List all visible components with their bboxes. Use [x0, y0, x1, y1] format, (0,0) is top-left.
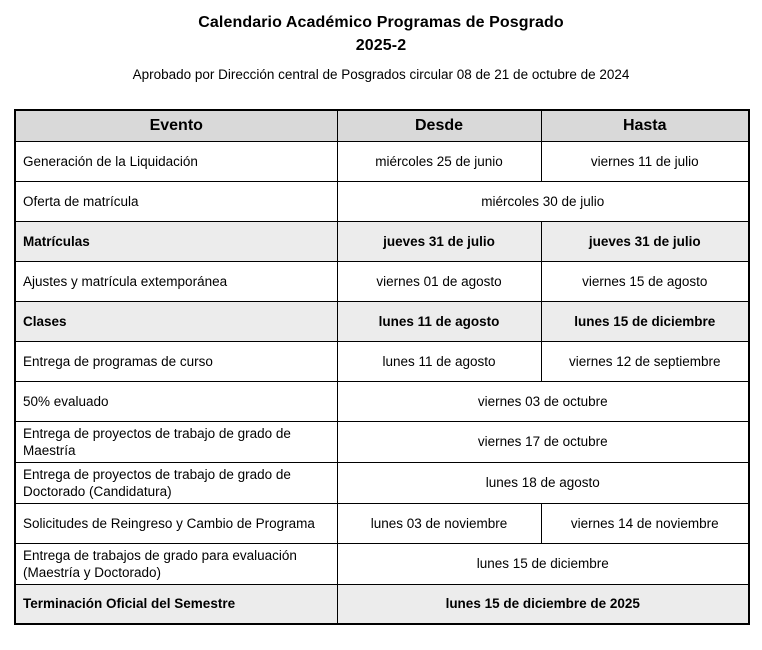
event-cell: Matrículas	[15, 221, 337, 261]
hasta-cell: viernes 11 de julio	[541, 141, 749, 181]
event-cell: Clases	[15, 301, 337, 341]
event-cell: Entrega de proyectos de trabajo de grado de Maestría	[15, 421, 337, 462]
document-header	[0, 0, 762, 83]
table-row	[15, 381, 749, 421]
hasta-cell: viernes 14 de noviembre	[541, 503, 749, 543]
table-row-highlighted	[15, 301, 749, 341]
page-title-line1: Calendario Académico Programas de Posgrado	[198, 14, 564, 31]
desde-cell: jueves 31 de julio	[337, 221, 541, 261]
desde-cell: lunes 03 de noviembre	[337, 503, 541, 543]
table-row	[15, 462, 749, 503]
date-span-cell: viernes 17 de octubre	[337, 421, 749, 462]
date-span-cell: lunes 15 de diciembre de 2025	[337, 584, 749, 624]
date-span-cell: viernes 03 de octubre	[337, 381, 749, 421]
table-row	[15, 141, 749, 181]
date-span-cell: miércoles 30 de julio	[337, 181, 749, 221]
event-cell: Oferta de matrícula	[15, 181, 337, 221]
table-row	[15, 503, 749, 543]
hasta-cell: lunes 15 de diciembre	[541, 301, 749, 341]
desde-cell: viernes 01 de agosto	[337, 261, 541, 301]
event-cell: Entrega de programas de curso	[15, 341, 337, 381]
hasta-cell: jueves 31 de julio	[541, 221, 749, 261]
desde-cell: miércoles 25 de junio	[337, 141, 541, 181]
header-hasta: Hasta	[541, 110, 749, 141]
header-desde: Desde	[337, 110, 541, 141]
table-row-highlighted	[15, 221, 749, 261]
table-header-row	[15, 110, 749, 141]
event-cell: Entrega de proyectos de trabajo de grado de Doctorado (Candidatura)	[15, 462, 337, 503]
academic-calendar-table	[14, 109, 750, 625]
event-cell: Solicitudes de Reingreso y Cambio de Programa	[15, 503, 337, 543]
date-span-cell: lunes 15 de diciembre	[337, 543, 749, 584]
page-title-line2: 2025-2	[355, 37, 407, 54]
approval-subtitle: Aprobado por Dirección central de Posgrados circular 08 de 21 de octubre de 2024	[132, 67, 630, 82]
event-cell: Entrega de trabajos de grado para evaluación (Maestría y Doctorado)	[15, 543, 337, 584]
hasta-cell: viernes 12 de septiembre	[541, 341, 749, 381]
table-row	[15, 543, 749, 584]
desde-cell: lunes 11 de agosto	[337, 341, 541, 381]
hasta-cell: viernes 15 de agosto	[541, 261, 749, 301]
table-row	[15, 181, 749, 221]
event-cell: Ajustes y matrícula extemporánea	[15, 261, 337, 301]
table-row	[15, 341, 749, 381]
desde-cell: lunes 11 de agosto	[337, 301, 541, 341]
table-row	[15, 261, 749, 301]
event-cell: Generación de la Liquidación	[15, 141, 337, 181]
date-span-cell: lunes 18 de agosto	[337, 462, 749, 503]
header-evento: Evento	[15, 110, 337, 141]
event-cell: 50% evaluado	[15, 381, 337, 421]
table-row	[15, 421, 749, 462]
event-cell: Terminación Oficial del Semestre	[15, 584, 337, 624]
table-row-highlighted	[15, 584, 749, 624]
